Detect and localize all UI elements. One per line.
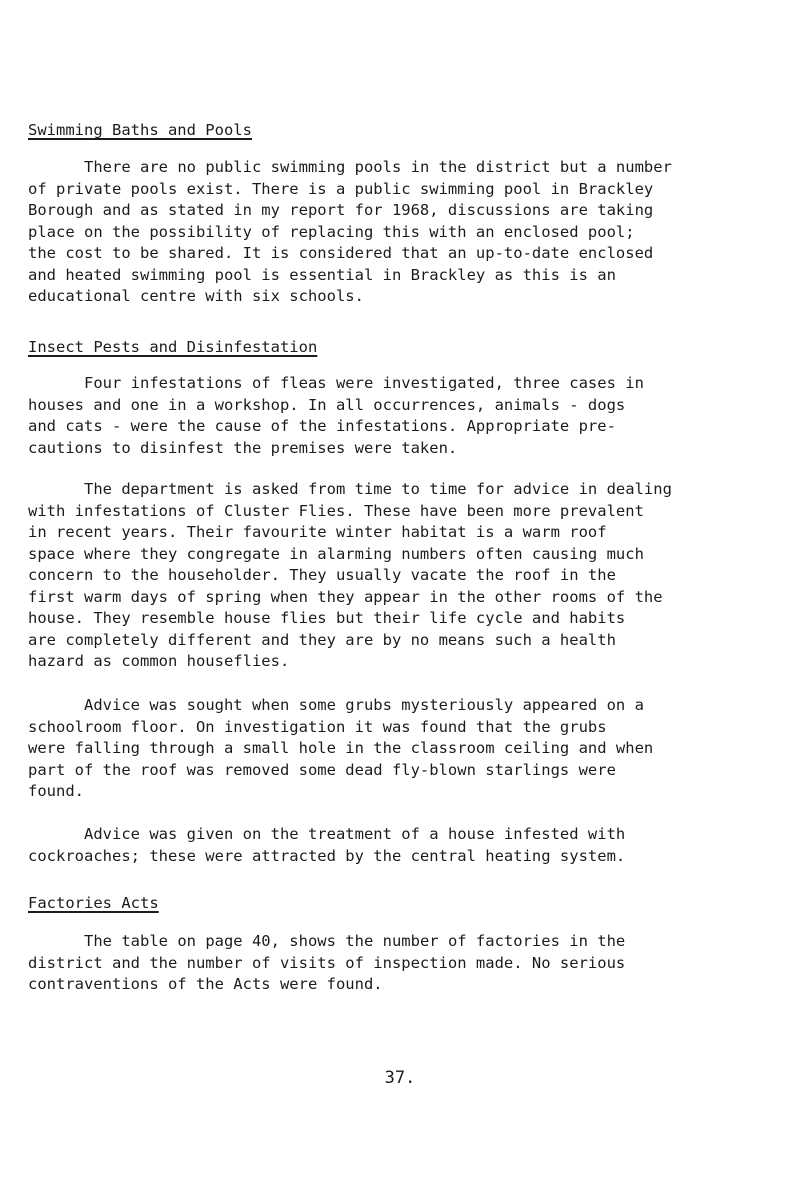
text-line: The table on page 40, shows the number of factories in the [84,932,626,950]
text-line: found. [28,782,84,800]
text-line: space where they congregate in alarming numbers often causing much [28,544,644,563]
text-line: Advice was given on the treatment of a house infested with [84,825,626,843]
text-line: with infestations of Cluster Flies. These have been more prevalent [28,501,644,520]
text-line: and heated swimming pool is essential in Brackley as this is an [28,265,616,284]
paragraph-grubs [28,695,778,803]
text-line: hazard as common houseflies. [28,652,290,670]
text-line: cockroaches; these were attracted by the central heating system. [28,846,626,865]
text-line: There are no public swimming pools in the district but a number [84,158,672,176]
paragraph-swimming-pools [28,157,778,308]
text-line: schoolroom floor. On investigation it was found that the grubs [28,717,607,736]
text-line: were falling through a small hole in the classroom ceiling and when [28,739,654,757]
text-line: house. They resemble house flies but their life cycle and habits [28,609,626,627]
text-line: and cats - were the cause of the infestations. Appropriate pre- [28,417,616,435]
text-line: Borough and as stated in my report for 1968, discussions are taking [28,201,654,219]
text-line: The department is asked from time to time for advice in dealing [84,480,672,498]
text-line: cautions to disinfest the premises were taken. [28,438,458,457]
paragraph-factories [28,931,778,996]
text-line: of private pools exist. There is a public swimming pool in Brackley [28,179,654,198]
heading-swimming-baths: Swimming Baths and Pools [28,121,252,139]
text-line: first warm days of spring when they appear in the other rooms of the [28,587,663,606]
text-line: contraventions of the Acts were found. [28,975,383,993]
text-line: houses and one in a workshop. In all occurrences, animals - dogs [28,395,626,414]
text-line: Four infestations of fleas were investigated, three cases in [84,374,644,392]
text-line: district and the number of visits of inspection made. No serious [28,953,626,972]
text-line: concern to the householder. They usually vacate the roof in the [28,566,616,584]
paragraph-cockroaches [28,824,778,867]
paragraph-fleas [28,373,778,459]
heading-insect-pests: Insect Pests and Disinfestation [28,338,318,356]
heading-factories-acts: Factories Acts [28,894,159,912]
text-line: in recent years. Their favourite winter habitat is a warm roof [28,523,607,541]
text-line: part of the roof was removed some dead fly-blown starlings were [28,760,616,779]
page-number: 37. [384,1068,416,1088]
text-line: place on the possibility of replacing this with an enclosed pool; [28,222,635,241]
paragraph-cluster-flies [28,479,778,673]
text-line: educational centre with six schools. [28,287,364,305]
text-line: are completely different and they are by no means such a health [28,630,616,649]
text-line: Advice was sought when some grubs mysteriously appeared on a [84,696,644,714]
text-line: the cost to be shared. It is considered that an up-to-date enclosed [28,244,654,262]
